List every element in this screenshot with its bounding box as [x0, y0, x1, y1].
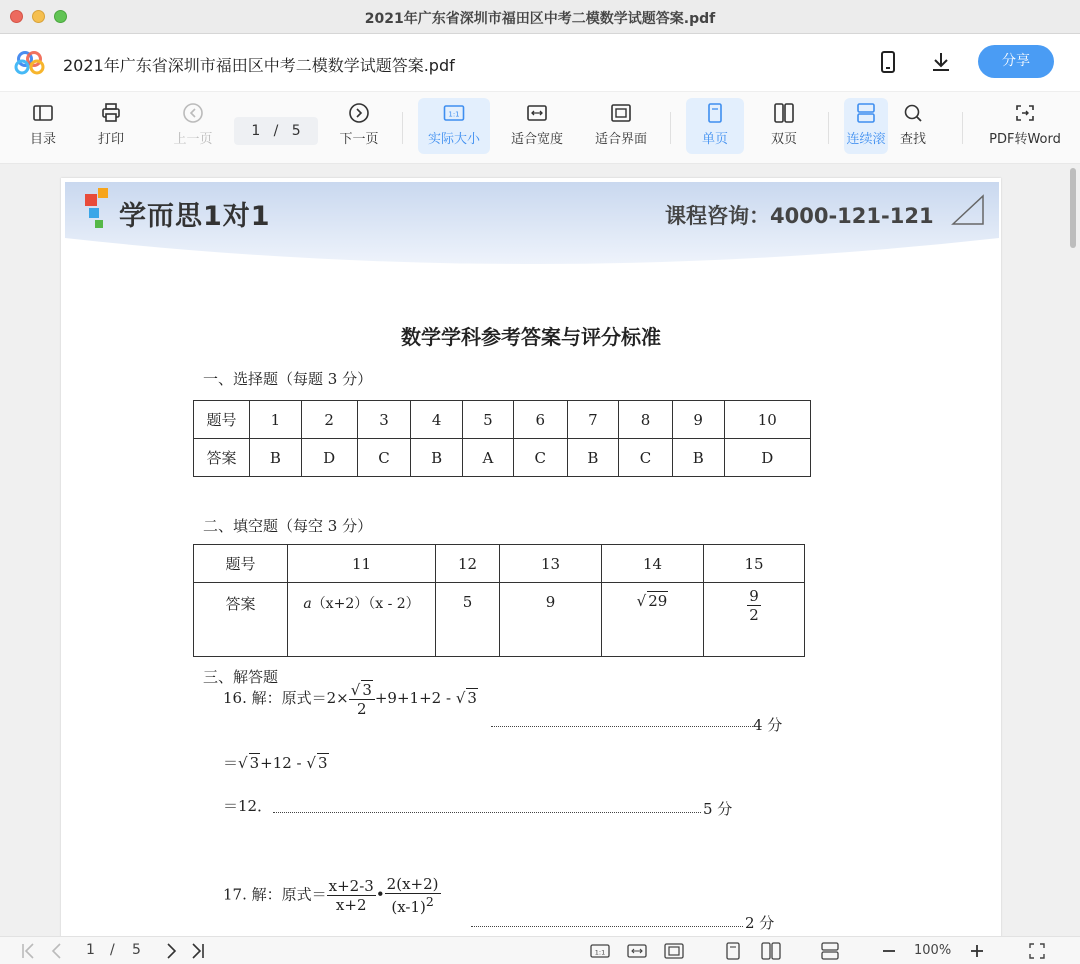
table-cell: B	[567, 439, 619, 477]
table-cell: 8	[619, 401, 673, 439]
sqrt-symbol: √	[636, 592, 647, 610]
page-separator: /	[273, 123, 279, 139]
table-cell: A	[463, 439, 514, 477]
document-heading: 数学学科参考答案与评分标准	[401, 325, 661, 349]
table-cell: 题号	[194, 401, 250, 439]
table-cell: 3	[357, 401, 411, 439]
table-cell: 11	[288, 545, 436, 583]
double-page-button[interactable]: 双页	[756, 98, 812, 154]
q16-final-score: 5 分	[703, 800, 733, 818]
table-cell: 6	[513, 401, 567, 439]
table-cell: D	[301, 439, 357, 477]
first-page-icon[interactable]	[20, 942, 36, 960]
section-fill-blank: 二、填空题（每空 3 分）	[203, 517, 373, 535]
continuous-scroll-icon	[855, 102, 877, 124]
status-current-page[interactable]: 1	[86, 942, 95, 958]
table-cell: B	[411, 439, 463, 477]
q16-line3: ＝12．	[223, 797, 273, 815]
table-cell: 10	[724, 401, 810, 439]
answer-14: 29	[648, 592, 668, 610]
mobile-icon[interactable]	[876, 50, 900, 74]
table-cell: 12	[436, 545, 500, 583]
zoom-out-icon[interactable]	[880, 942, 898, 960]
table-cell: C	[619, 439, 673, 477]
table-cell: 题号	[194, 545, 288, 583]
prev-page-button[interactable]: 上一页	[166, 98, 220, 154]
table-row	[194, 545, 805, 583]
status-page-separator: /	[110, 942, 115, 958]
fit-page-icon[interactable]	[664, 942, 684, 960]
find-button[interactable]: 查找	[888, 98, 938, 154]
table-cell: 4	[411, 401, 463, 439]
toolbar-divider	[828, 112, 829, 144]
sidebar-icon	[32, 102, 54, 124]
convert-icon	[1014, 102, 1036, 124]
q16-score: 4 分	[753, 716, 783, 734]
table-cell: D	[724, 439, 810, 477]
table-cell: B	[250, 439, 302, 477]
answer-11-variable: a	[303, 596, 312, 612]
toc-button[interactable]: 目录	[18, 98, 68, 154]
chevron-right-circle-icon	[348, 102, 370, 124]
next-page-icon[interactable]	[164, 942, 178, 960]
continuous-scroll-button[interactable]: 连续滚	[844, 98, 888, 154]
dotted-leader	[273, 812, 701, 813]
double-page-icon	[773, 102, 795, 124]
pdf-page	[61, 178, 1001, 936]
last-page-icon[interactable]	[190, 942, 206, 960]
q16-line2: ＝√ 3+12 - √ 3	[223, 754, 328, 772]
toolbar-divider	[962, 112, 963, 144]
share-button[interactable]: 分享	[978, 45, 1054, 78]
q17-line1: 17. 解：原式＝ $\frac{x+2-3}{x+2}$ • $\frac{2(x+2)}{(x-1)^2}$	[223, 875, 439, 916]
status-total-pages: 5	[132, 942, 141, 958]
table-cell: 1	[250, 401, 302, 439]
cloud-logo-icon	[14, 50, 46, 76]
fit-page-icon	[610, 102, 632, 124]
current-page: 1	[251, 123, 261, 139]
single-page-icon	[704, 102, 726, 124]
document-title: 2021年广东省深圳市福田区中考二模数学试题答案.pdf	[63, 56, 455, 75]
svg-text:1:1: 1:1	[448, 110, 460, 119]
table-cell: 答案	[194, 583, 288, 657]
prev-page-icon[interactable]	[50, 942, 64, 960]
continuous-scroll-icon[interactable]	[820, 942, 840, 960]
vertical-scrollbar[interactable]	[1070, 168, 1076, 248]
status-bar	[0, 936, 1080, 964]
toolbar-divider	[670, 112, 671, 144]
section-multiple-choice: 一、选择题（每题 3 分）	[203, 370, 373, 388]
next-page-button[interactable]: 下一页	[332, 98, 386, 154]
fill-blank-table	[193, 544, 805, 657]
table-cell: 7	[567, 401, 619, 439]
search-icon	[902, 102, 924, 124]
table-cell	[288, 583, 436, 657]
total-pages: 5	[291, 123, 301, 139]
table-cell: 5	[463, 401, 514, 439]
table-cell: B	[672, 439, 724, 477]
toolbar-divider	[402, 112, 403, 144]
table-cell: C	[513, 439, 567, 477]
table-cell: 答案	[194, 439, 250, 477]
table-cell: 5	[436, 583, 500, 657]
actual-size-button[interactable]: 1:1 实际大小	[418, 98, 490, 154]
actual-size-icon	[443, 102, 465, 124]
q17-score: 2 分	[745, 914, 775, 932]
answer-11: （x+2）（x - 2）	[311, 596, 420, 612]
fullscreen-icon[interactable]	[1028, 942, 1046, 960]
document-viewer[interactable]	[0, 164, 1080, 936]
window-title: 2021年广东省深圳市福田区中考二模数学试题答案.pdf	[364, 11, 716, 27]
app-header	[0, 34, 1080, 92]
page-number-input[interactable]	[234, 117, 318, 145]
consult-phone: 课程咨询：4000-121-121	[665, 204, 934, 228]
print-button[interactable]: 打印	[86, 98, 136, 154]
dotted-leader	[491, 726, 753, 727]
svg-text:1:1: 1:1	[594, 948, 606, 957]
table-row	[194, 583, 805, 657]
actual-size-icon[interactable]	[590, 942, 610, 960]
fit-width-icon[interactable]	[627, 942, 647, 960]
double-page-icon[interactable]	[760, 942, 782, 960]
brand-name: 学而思1对1	[119, 201, 271, 232]
zoom-level[interactable]: 100%	[914, 943, 952, 958]
zoom-in-icon[interactable]	[968, 942, 986, 960]
toolbar	[0, 92, 1080, 164]
printer-icon	[100, 102, 122, 124]
single-page-button[interactable]: 单页	[686, 98, 744, 154]
chevron-left-circle-icon	[182, 102, 204, 124]
answer-15-fraction: $\frac{9}{2}$	[749, 587, 759, 624]
pdf-to-word-button[interactable]: PDF转Word	[984, 98, 1066, 154]
table-row	[194, 401, 811, 439]
fit-width-icon	[526, 102, 548, 124]
table-cell: 15	[704, 545, 805, 583]
table-cell: C	[357, 439, 411, 477]
multiple-choice-table	[193, 400, 811, 477]
table-cell: 2	[301, 401, 357, 439]
table-cell	[602, 583, 704, 657]
table-cell: 14	[602, 545, 704, 583]
table-row	[194, 439, 811, 477]
section-problems: 三、解答题	[203, 668, 279, 686]
table-cell: 13	[500, 545, 602, 583]
q16-line1: 16. 解：原式＝2× $\frac{√ 3}{2}$ +9+1+2 - √ 3	[223, 681, 477, 718]
single-page-icon[interactable]	[724, 942, 742, 960]
fit-page-button[interactable]: 适合界面	[586, 98, 656, 154]
table-cell: 9	[672, 401, 724, 439]
fit-width-button[interactable]: 适合宽度	[502, 98, 572, 154]
table-cell	[704, 583, 805, 657]
dotted-leader	[471, 926, 743, 927]
window-titlebar	[0, 0, 1080, 34]
table-cell: 9	[500, 583, 602, 657]
download-icon[interactable]	[929, 50, 953, 74]
